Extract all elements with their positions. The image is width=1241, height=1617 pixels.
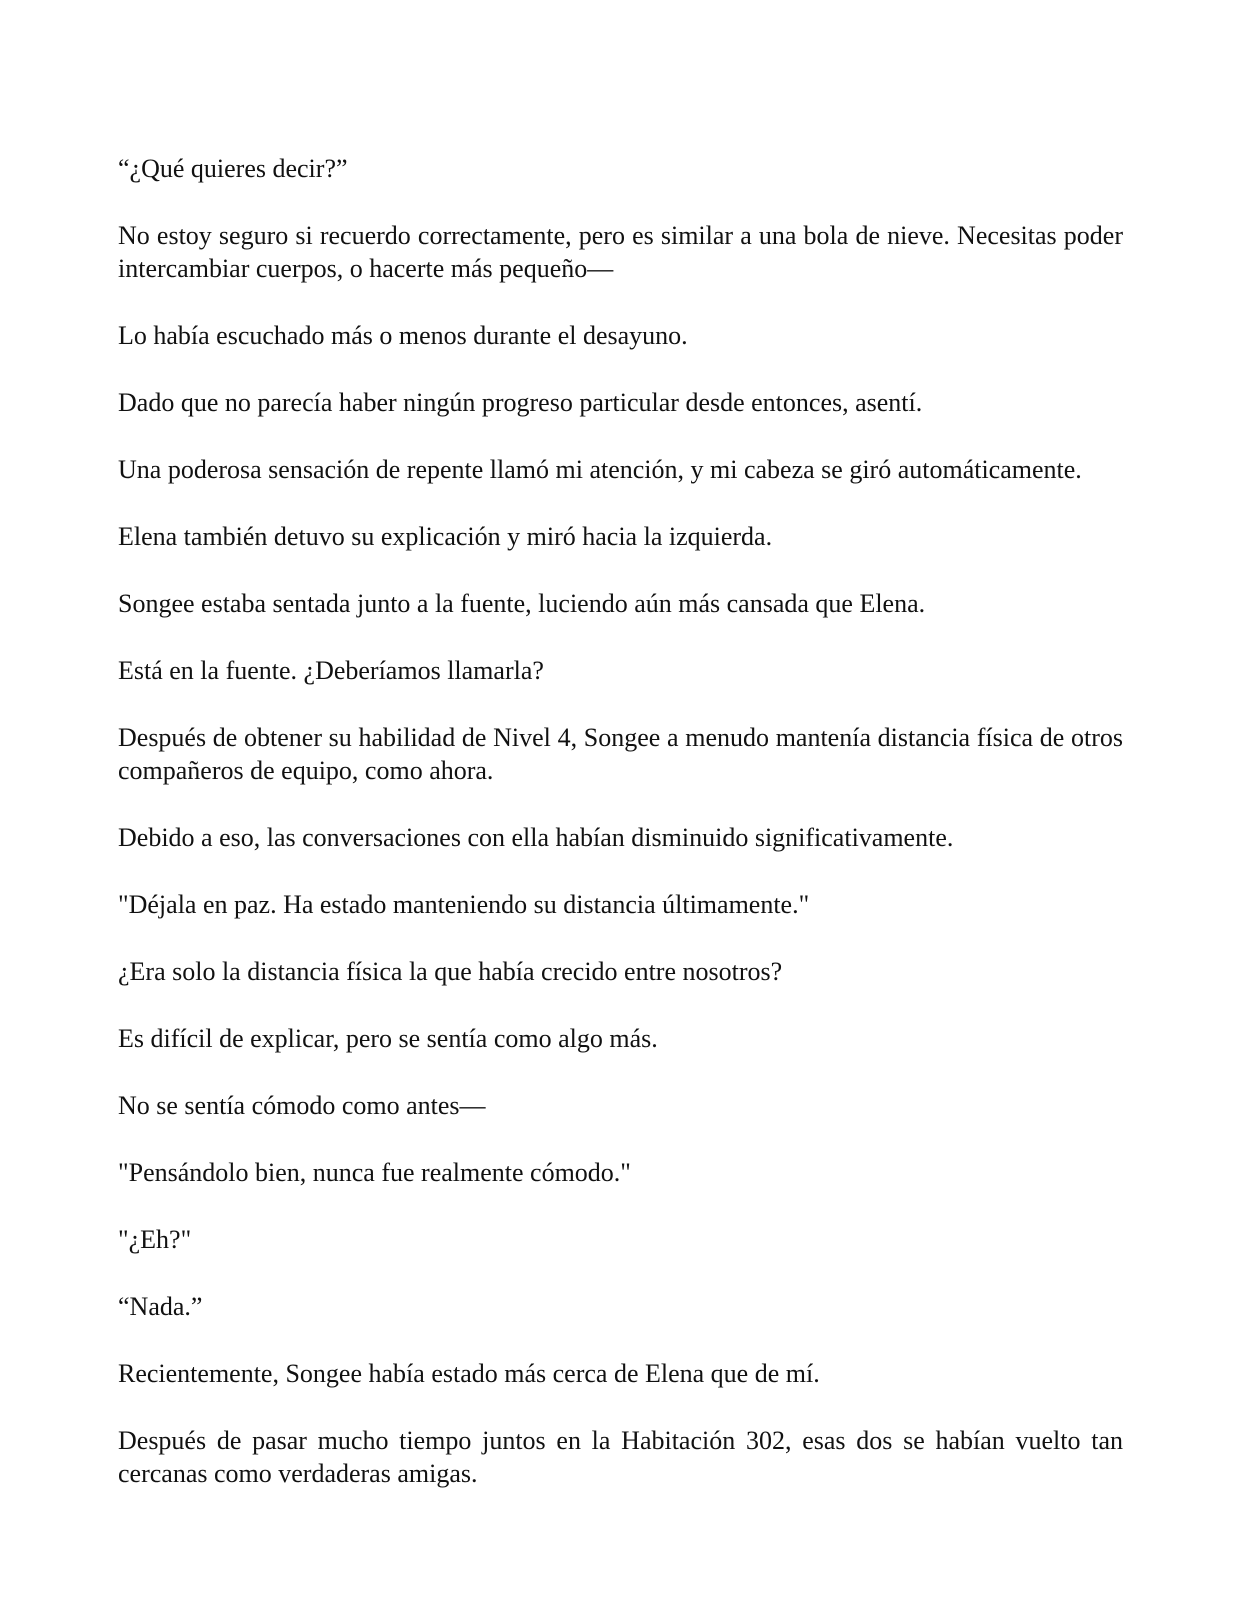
- paragraph-11: "Déjala en paz. Ha estado manteniendo su distancia últimamente.": [118, 890, 810, 919]
- paragraph-13: Es difícil de explicar, pero se sentía como algo más.: [118, 1024, 658, 1053]
- paragraph-8: Está en la fuente. ¿Deberíamos llamarla?: [118, 656, 544, 685]
- paragraph-6: Elena también detuvo su explicación y miró hacia la izquierda.: [118, 522, 773, 551]
- paragraph-17: “Nada.”: [118, 1292, 203, 1321]
- paragraph-1: “¿Qué quieres decir?”: [118, 154, 348, 183]
- paragraph-9: Después de obtener su habilidad de Nivel 4, Songee a menudo mantenía distancia física de otros compañeros de equipo, como ahora.: [118, 723, 1123, 785]
- document-page: [118, 152, 1123, 1524]
- paragraph-4: Dado que no parecía haber ningún progreso particular desde entonces, asentí.: [118, 388, 923, 417]
- paragraph-14: No se sentía cómodo como antes—: [118, 1091, 486, 1120]
- paragraph-16: "¿Eh?": [118, 1225, 192, 1254]
- paragraph-2: No estoy seguro si recuerdo correctamente, pero es similar a una bola de nieve. Necesitas poder intercambiar cuerpos, o hacerte más pequeño—: [118, 221, 1123, 283]
- paragraph-5: Una poderosa sensación de repente llamó mi atención, y mi cabeza se giró automáticamente.: [118, 455, 1082, 484]
- paragraph-10: Debido a eso, las conversaciones con ella habían disminuido significativamente.: [118, 823, 954, 852]
- paragraph-18: Recientemente, Songee había estado más cerca de Elena que de mí.: [118, 1359, 820, 1388]
- paragraph-12: ¿Era solo la distancia física la que había crecido entre nosotros?: [118, 957, 783, 986]
- paragraph-19: Después de pasar mucho tiempo juntos en la Habitación 302, esas dos se habían vuelto tan cercanas como verdaderas amigas.: [118, 1426, 1123, 1488]
- paragraph-15: "Pensándolo bien, nunca fue realmente cómodo.": [118, 1158, 631, 1187]
- paragraph-3: Lo había escuchado más o menos durante el desayuno.: [118, 321, 688, 350]
- paragraph-7: Songee estaba sentada junto a la fuente, luciendo aún más cansada que Elena.: [118, 589, 926, 618]
